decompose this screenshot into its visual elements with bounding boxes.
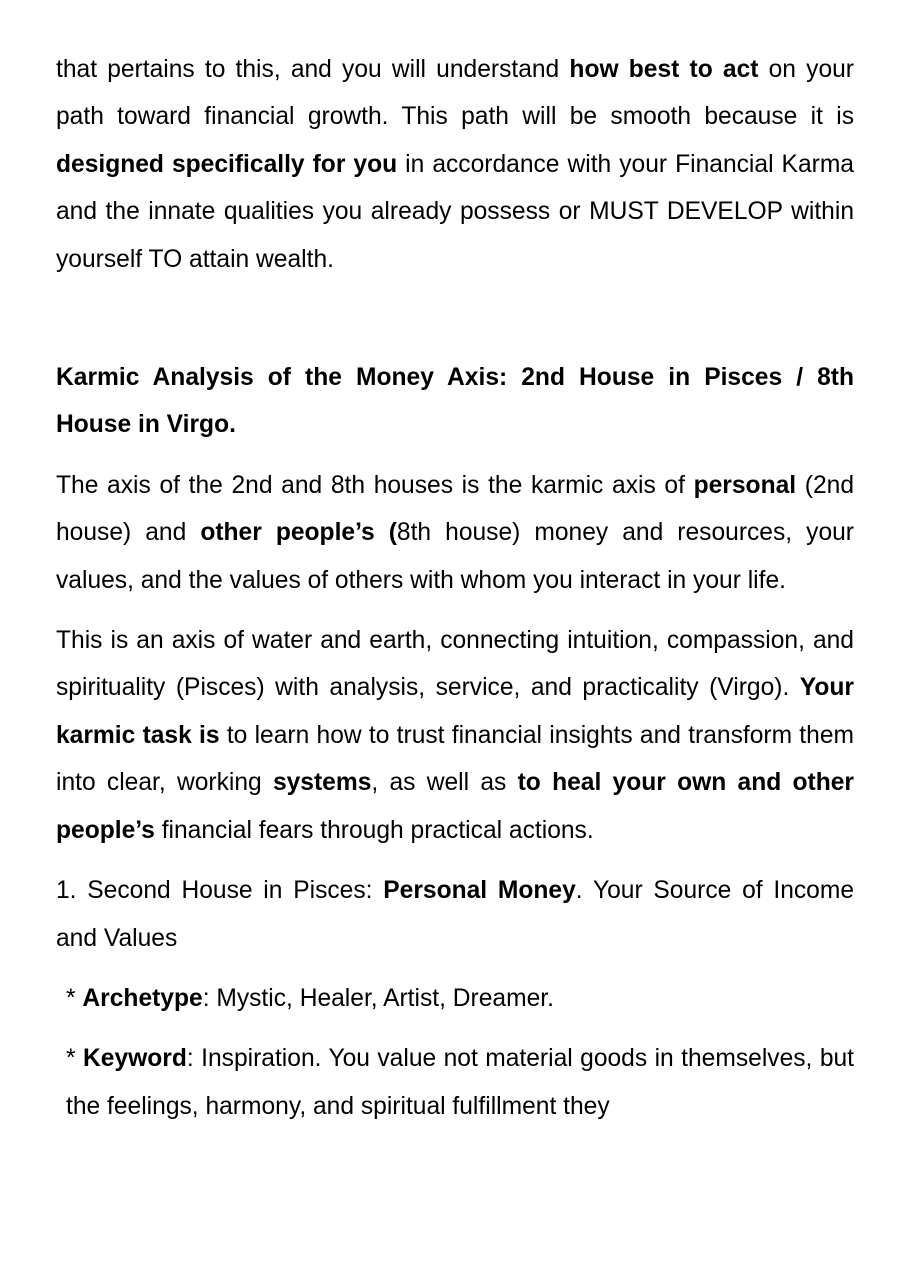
list-item-1-text-1: 1. Second House in Pisces: bbox=[56, 877, 384, 905]
intro-text-1: that pertains to this, and you will understand bbox=[56, 56, 570, 83]
keyword-label: Keyword bbox=[83, 1045, 187, 1073]
document-page bbox=[56, 46, 854, 1130]
elements-text-3: , as well as bbox=[371, 769, 518, 797]
intro-paragraph bbox=[56, 46, 854, 283]
archetype-label: Archetype bbox=[82, 984, 203, 1012]
keyword-bullet bbox=[56, 1035, 854, 1130]
elements-bold-3: to heal your own and other people’s bbox=[56, 769, 854, 844]
archetype-text: : Mystic, Healer, Artist, Dreamer. bbox=[202, 984, 554, 1012]
axis-text-3: 8th house) money and resources, your values, and the values of others with whom you interact in your life. bbox=[56, 519, 854, 594]
section-heading-text: Karmic Analysis of the Money Axis: 2nd House in Pisces / 8th House in Virgo. bbox=[56, 364, 854, 439]
list-item-1 bbox=[56, 867, 854, 962]
axis-paragraph bbox=[56, 462, 854, 604]
keyword-text: : Inspiration. You value not material goods in themselves, but the feelings, harmony, and spiritual fulfillment they bbox=[66, 1045, 855, 1120]
section-heading bbox=[56, 354, 854, 449]
elements-bold-1: Your karmic task is bbox=[56, 674, 854, 749]
axis-text-1: The axis of the 2nd and 8th houses is the karmic axis of bbox=[56, 471, 694, 499]
list-item-1-bold: Personal Money bbox=[383, 877, 576, 905]
keyword-bullet-mark: * bbox=[66, 1045, 84, 1073]
elements-paragraph bbox=[56, 617, 854, 854]
axis-bold-2: other people’s ( bbox=[200, 519, 397, 547]
intro-text-2: on your path toward financial growth. This path will be smooth because it is bbox=[56, 56, 854, 131]
intro-bold-1: how best to act bbox=[569, 56, 759, 83]
elements-text-2: to learn how to trust financial insights and transform them into clear, working bbox=[56, 721, 854, 797]
intro-bold-2: designed specifically for you bbox=[56, 150, 398, 178]
list-item-1-text-2: . Your Source of Income and Values bbox=[56, 877, 855, 952]
elements-text-1: This is an axis of water and earth, connecting intuition, compassion, and spirituality (Pisces) with analysis, service, and practicality (Virgo). bbox=[56, 627, 854, 702]
elements-text-4: financial fears through practical actions. bbox=[154, 816, 594, 844]
archetype-bullet-mark: * bbox=[66, 984, 83, 1012]
archetype-bullet bbox=[56, 975, 854, 1022]
intro-text-3: in accordance with your Financial Karma and the innate qualities you already possess or MUST DEVELOP within yourself TO attain wealth. bbox=[56, 150, 854, 273]
axis-bold-1: personal bbox=[693, 471, 797, 499]
axis-text-2: (2nd house) and bbox=[56, 471, 854, 547]
elements-bold-2: systems bbox=[272, 769, 372, 797]
